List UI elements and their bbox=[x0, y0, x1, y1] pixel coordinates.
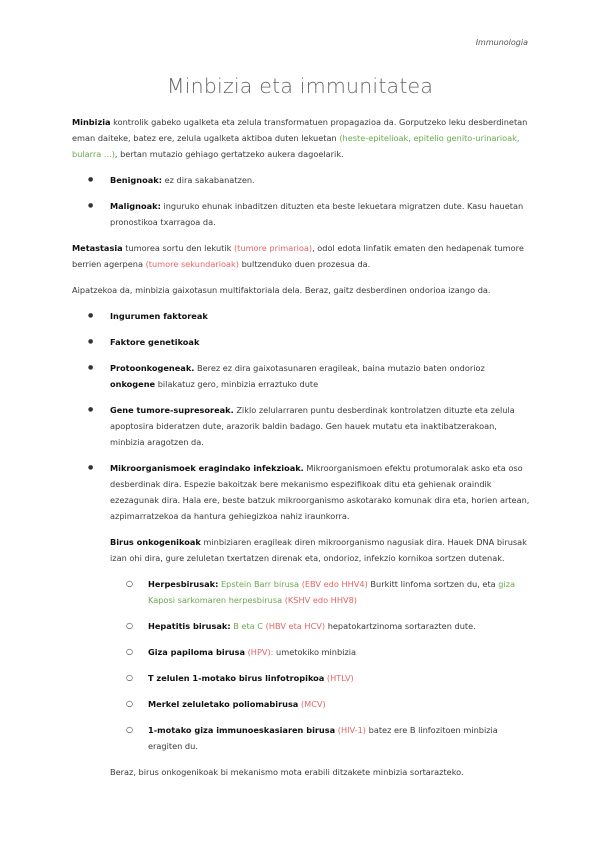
tissue-examples: (heste-epitelioak, epitelio genito-urinarioak, bularra ...) bbox=[72, 133, 520, 159]
paragraph-closing: Beraz, birus onkogenikoak bi mekanismo mota erabili ditzakete minbizia sortarazteko. bbox=[110, 767, 464, 777]
virus-list bbox=[72, 576, 532, 754]
paragraph-virus-intro: Birus onkogenikoak minbiziaren eragileak diren mikroorganismo nagusiak dira. Hauek DNA birusak izan ohi dira, gure zeluletan txertatzen direnak eta, ondorioz, infekzio kornikoa sortzen dutenak. bbox=[110, 537, 527, 563]
list-item: ○ Giza papiloma birusa (HPV): umetokiko minbizia bbox=[110, 644, 532, 660]
list-item: ○ Hepatitis birusak: B eta C (HBV eta HCV) hepatokartzinoma sortarazten dute. bbox=[110, 618, 532, 634]
list-item: ○ Merkel zeluletako poliomabirusa (MCV) bbox=[110, 696, 532, 712]
list-item: ○ 1-motako giza immunoeskasiaren birusa (HIV-1) batez ere B linfozitoen minbizia eragiten du. bbox=[110, 722, 532, 754]
factors-list bbox=[72, 308, 532, 524]
list-item: ● Malignoak: inguruko ehunak inbaditzen dituzten eta beste lekuetara migratzen dute. Kasu hauetan pronostikoa txarragoa da. bbox=[72, 198, 532, 230]
list-item: ● Gene tumore-supresoreak. Ziklo zelularraren puntu desberdinak kontrolatzen dituzte eta zelula apoptosira bideratzen dute, arazorik baldin badago. Gen hauek mutatu eta inaktibatzerakoan, minbizia aragotzen da. bbox=[72, 402, 532, 450]
list-item: ○ T zelulen 1-motako birus linfotropikoa (HTLV) bbox=[110, 670, 532, 686]
list-item: ● Mikroorganismoek eragindako infekzioak. Mikroorganismoen efektu protumoralak asko eta oso desberdinak dira. Espezie bakoitzak bere mekanismo espezifikoak ditu eta gehienak oraindik ezezagunak dira. Hala ere, beste batzuk mikroorganismo askotarako komunak dira eta, horien artean, azpimarratzekoa da hantura gehiegizkoa nahiz iraunkorra. bbox=[72, 460, 532, 524]
list-item: ● Protoonkogeneak. Berez ez dira gaixotasunaren eragileak, baina mutazio baten ondorioz onkogene bilakatuz gero, minbizia erraztuko dute bbox=[72, 360, 532, 392]
page-title: Minbizia eta immunitatea bbox=[166, 74, 434, 98]
list-item: ● Ingurumen faktoreak bbox=[72, 308, 532, 324]
page-header: Immunologia bbox=[475, 38, 528, 47]
paragraph-metastasia: Metastasia tumorea sortu den lekutik (tumore primarioa), odol edota linfatik ematen den hedapenak tumore berrien agerpena (tumore sekundarioak) bultzenduko duen prozesua da. bbox=[72, 243, 524, 269]
paragraph-minbizia: Minbizia kontrolik gabeko ugalketa eta zelula transformatuen propagazioa da. Gorputzeko leku desberdinetan eman daiteke, batez ere, zelula ugalketa aktiboa duten lekuetan (heste-epitelioak, epitelio genito-urinarioak, bularra ...), bertan mutazio gehiago gertatzeko aukera dagoelarik. bbox=[72, 117, 528, 159]
list-item: ● Benignoak: ez dira sakabanatzen. bbox=[72, 172, 532, 188]
list-item: ○ Herpesbirusak: Epstein Barr birusa (EBV edo HHV4) Burkitt linfoma sortzen du, eta giza Kaposi sarkomaren herpesbirusa (KSHV edo HHV8) bbox=[110, 576, 532, 608]
list-item: ● Faktore genetikoak bbox=[72, 334, 532, 350]
tumor-types-list bbox=[72, 172, 532, 230]
paragraph-multifactorial: Aipatzekoa da, minbizia gaixotasun multifaktoriala dela. Beraz, gaitz desberdinen ondorioa izango da. bbox=[72, 285, 491, 295]
term-minbizia: Minbizia bbox=[72, 117, 111, 127]
document-body bbox=[72, 114, 532, 790]
